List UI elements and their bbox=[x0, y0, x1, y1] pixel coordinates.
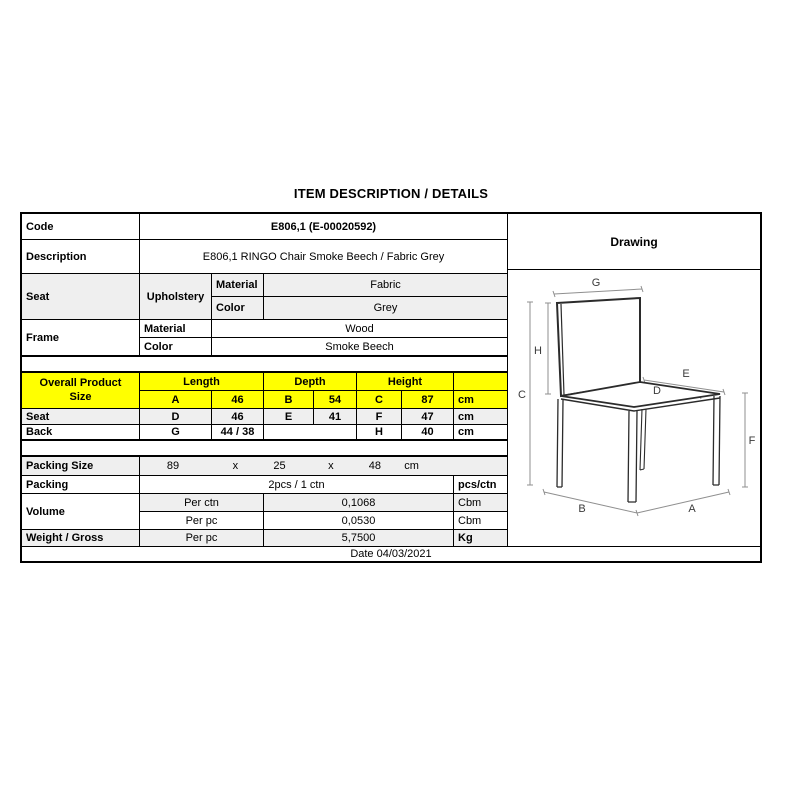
packing-size-row bbox=[22, 457, 507, 476]
seat-subcol bbox=[212, 274, 264, 319]
length-header: Length bbox=[140, 373, 264, 390]
packing-row bbox=[22, 476, 507, 494]
volume-block bbox=[22, 494, 507, 530]
drawing-column bbox=[508, 214, 760, 546]
code-label: Code bbox=[22, 214, 140, 239]
volume-label: Volume bbox=[22, 494, 140, 529]
packing-value: 2pcs / 1 ctn bbox=[140, 476, 454, 493]
date-row bbox=[22, 546, 760, 561]
overall-c-value: 87 bbox=[402, 391, 454, 408]
frame-color-label: Color bbox=[140, 338, 212, 355]
packing-size-values: 89 x 25 x 48 cm bbox=[140, 457, 507, 475]
description-value: E806,1 RINGO Chair Smoke Beech / Fabric Grey bbox=[202, 250, 445, 263]
label-G: G bbox=[591, 277, 601, 289]
label-A: A bbox=[688, 503, 696, 515]
frame-subcol bbox=[140, 320, 507, 355]
description-label: Description bbox=[22, 240, 140, 273]
packing-size-label: Packing Size bbox=[22, 457, 140, 475]
seat-material-label: Material bbox=[212, 274, 264, 296]
back-g-value: 44 / 38 bbox=[212, 425, 264, 439]
label-D: D bbox=[653, 385, 661, 397]
seat-valuecol bbox=[264, 274, 507, 319]
frame-material-value: Wood bbox=[345, 322, 374, 335]
label-B: B bbox=[578, 503, 586, 515]
frame-color-value: Smoke Beech bbox=[325, 340, 394, 353]
table-main bbox=[22, 214, 760, 546]
weight-unit: Kg bbox=[454, 530, 507, 546]
seat-color-label: Color bbox=[212, 297, 264, 319]
label-F: F bbox=[748, 435, 756, 447]
label-E: E bbox=[682, 368, 690, 380]
weight-per-label: Per pc bbox=[140, 530, 264, 546]
chair-drawing bbox=[508, 270, 760, 541]
seat-e-key: E bbox=[264, 409, 314, 424]
packing-unit: pcs/ctn bbox=[458, 478, 497, 491]
drawing-area bbox=[508, 270, 760, 546]
seat-row bbox=[22, 274, 507, 320]
weight-row bbox=[22, 530, 507, 546]
back-g-key: G bbox=[140, 425, 212, 439]
description-row bbox=[22, 240, 507, 274]
depth-header: Depth bbox=[264, 373, 357, 390]
back-unit: cm bbox=[458, 426, 474, 438]
per-pc-value: 0,0530 bbox=[264, 512, 454, 529]
per-ctn-value: 0,1068 bbox=[264, 494, 454, 511]
seat-d-key: D bbox=[140, 409, 212, 424]
frame-label: Frame bbox=[22, 320, 140, 355]
overall-b-key: B bbox=[264, 391, 314, 408]
seat-d-value: 46 bbox=[212, 409, 264, 424]
code-row bbox=[22, 214, 507, 240]
seat-material-value: Fabric bbox=[264, 274, 507, 296]
code-value: E806,1 (E-00020592) bbox=[270, 220, 377, 233]
weight-label: Weight / Gross bbox=[22, 530, 140, 546]
per-pc-label: Per pc bbox=[140, 512, 264, 529]
height-header: Height bbox=[357, 373, 454, 390]
overall-size-label: Overall Product Size bbox=[22, 373, 140, 408]
seat-size-label: Seat bbox=[22, 409, 140, 424]
seat-f-key: F bbox=[357, 409, 402, 424]
upholstery-label: Upholstery bbox=[140, 274, 212, 319]
seat-unit: cm bbox=[454, 409, 507, 424]
seat-label: Seat bbox=[22, 274, 140, 319]
seat-color-value: Grey bbox=[264, 297, 507, 319]
back-depth-empty bbox=[264, 425, 357, 439]
per-pc-unit: Cbm bbox=[458, 514, 482, 527]
drawing-header: Drawing bbox=[508, 214, 760, 270]
details-table bbox=[22, 214, 508, 546]
overall-c-key: C bbox=[357, 391, 402, 408]
date-value: Date 04/03/2021 bbox=[350, 548, 432, 560]
packing-label: Packing bbox=[22, 476, 140, 493]
per-ctn-label: Per ctn bbox=[140, 494, 264, 511]
overall-a-key: A bbox=[140, 391, 212, 408]
back-h-value: 40 bbox=[402, 425, 454, 439]
spacer-row-1 bbox=[22, 357, 507, 373]
chair-lines bbox=[557, 298, 720, 502]
overall-unit: cm bbox=[454, 391, 507, 408]
label-C: C bbox=[518, 389, 526, 401]
page-title: ITEM DESCRIPTION / DETAILS bbox=[293, 186, 489, 201]
spec-table bbox=[20, 212, 762, 563]
frame-material-label: Material bbox=[140, 320, 212, 337]
unit-header-empty bbox=[454, 373, 507, 390]
label-H: H bbox=[534, 345, 542, 357]
per-ctn-unit: Cbm bbox=[454, 494, 507, 511]
back-h-key: H bbox=[357, 425, 402, 439]
overall-size-block bbox=[22, 373, 507, 409]
seat-e-value: 41 bbox=[314, 409, 357, 424]
seat-f-value: 47 bbox=[402, 409, 454, 424]
back-size-label: Back bbox=[22, 425, 140, 439]
spacer-row-2 bbox=[22, 441, 507, 457]
weight-value: 5,7500 bbox=[264, 530, 454, 546]
frame-row bbox=[22, 320, 507, 357]
back-size-row bbox=[22, 425, 507, 441]
overall-b-value: 54 bbox=[314, 391, 357, 408]
overall-a-value: 46 bbox=[212, 391, 264, 408]
seat-size-row bbox=[22, 409, 507, 425]
